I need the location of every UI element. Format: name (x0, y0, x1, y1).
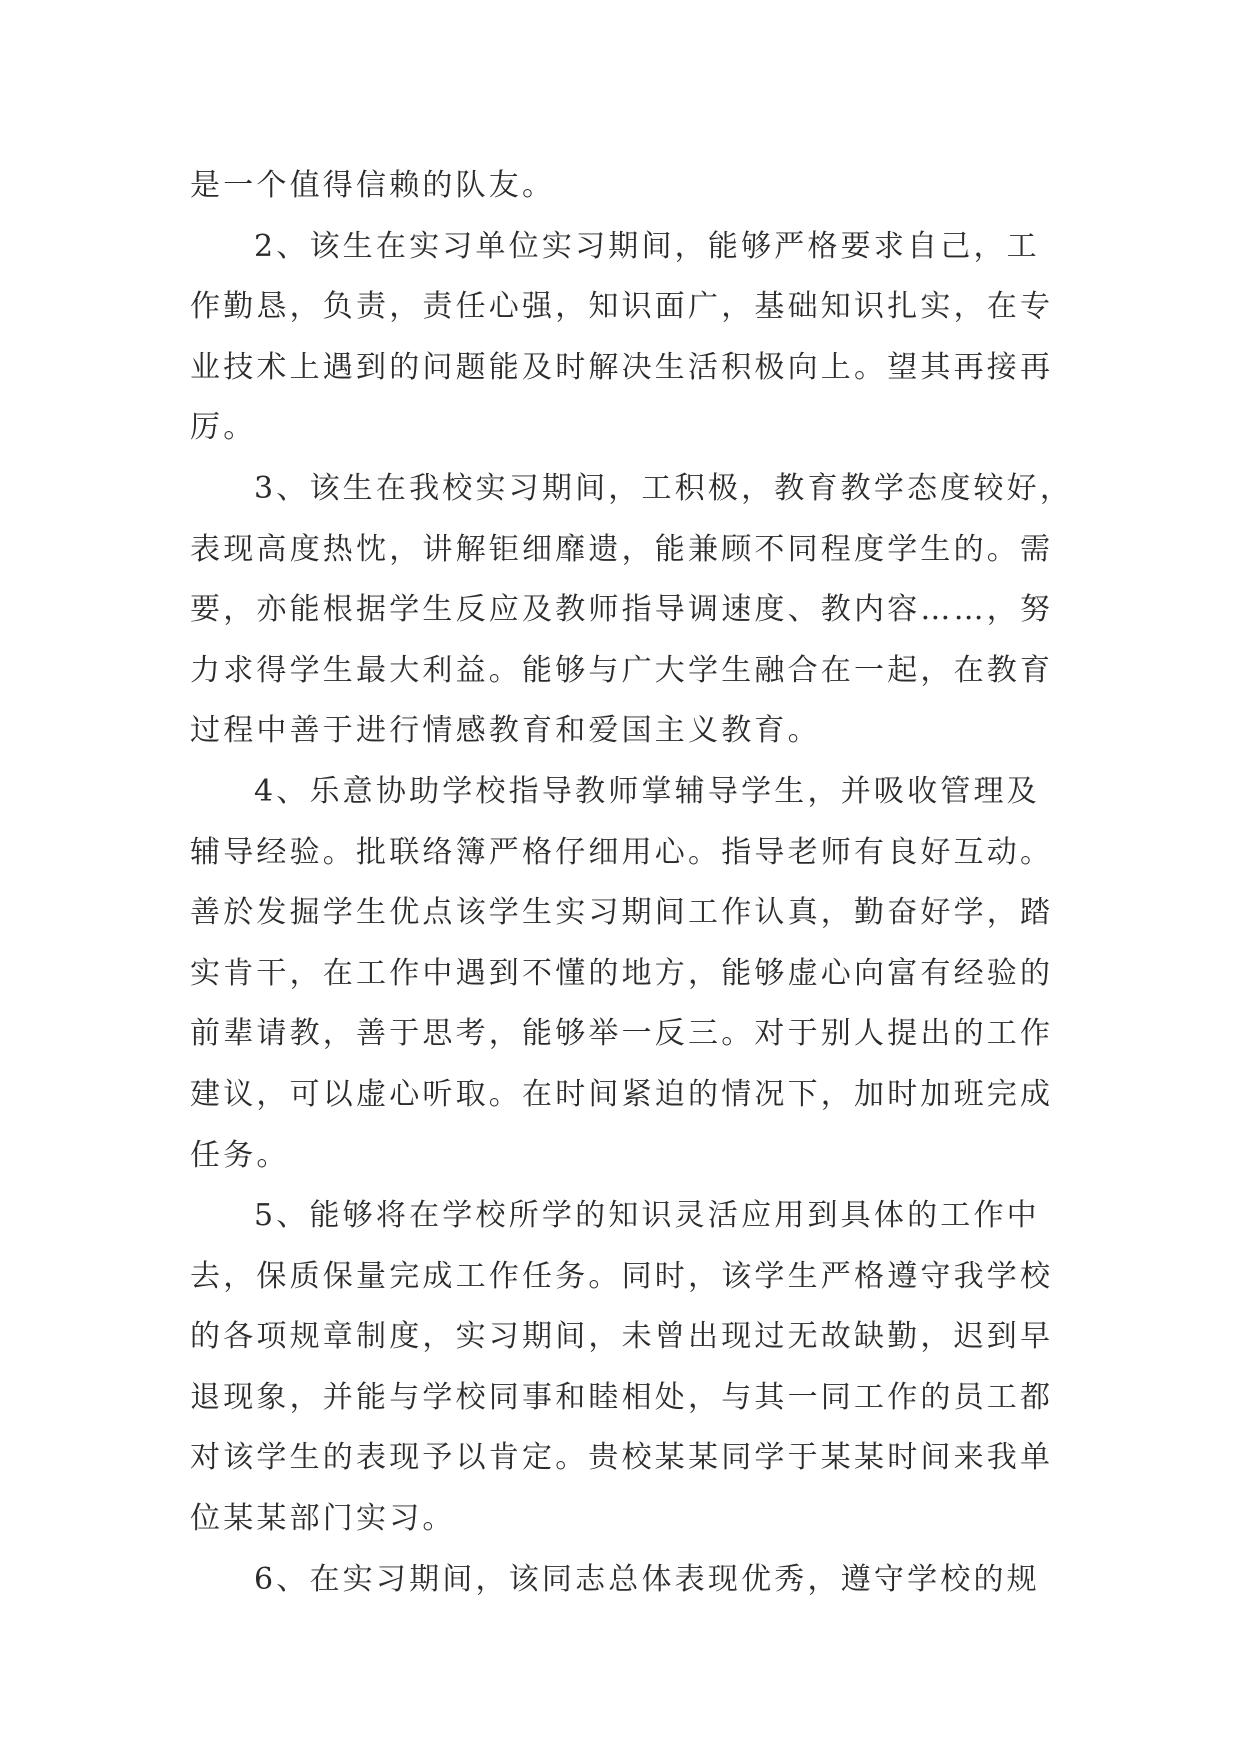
text-line: 是一个值得信赖的队友。 (190, 168, 556, 203)
text-line: 业技术上遇到的问题能及时解决生活积极向上。望其再接再 (190, 349, 1054, 385)
paragraph-6 (190, 1550, 1050, 1611)
text-line: 作勤恳，负责，责任心强，知识面广，基础知识扎实，在专 (190, 289, 1054, 325)
text-line: 前辈请教，善于思考，能够举一反三。对于别人提出的工作 (190, 1016, 1054, 1052)
text-line: 建议，可以虚心听取。在时间紧迫的情况下，加时加班完成 (190, 1076, 1054, 1112)
text-line: 6、在实习期间，该同志总体表现优秀，遵守学校的规 (254, 1561, 1040, 1597)
text-line: 厉。 (190, 410, 257, 446)
text-line: 表现高度热忱，讲解钜细靡遗，能兼顾不同程度学生的。需 (190, 531, 1054, 567)
paragraph-4 (190, 762, 1054, 1186)
text-line: 的各项规章制度，实习期间，未曾出现过无故缺勤，迟到早 (190, 1319, 1054, 1355)
text-line: 位某某部门实习。 (190, 1501, 456, 1537)
text-line: 2、该生在实习单位实习期间，能够严格要求自己，工 (254, 228, 1040, 264)
text-line: 要，亦能根据学生反应及教师指导调速度、教内容……，努 (190, 592, 1054, 628)
text-line: 去，保质保量完成工作任务。同时，该学生严格遵守我学校 (190, 1258, 1054, 1294)
text-line: 5、能够将在学校所学的知识灵活应用到具体的工作中 (254, 1198, 1040, 1234)
text-line: 过程中善于进行情感教育和爱国主义教育。 (190, 713, 821, 749)
paragraph-1 (190, 156, 1050, 217)
paragraph-5 (190, 1186, 1054, 1550)
text-line: 任务。 (190, 1137, 290, 1173)
text-line: 3、该生在我校实习期间，工积极，教育教学态度较好， (254, 470, 1074, 506)
document-body (190, 156, 1074, 1610)
paragraph-3 (190, 459, 1074, 762)
text-line: 对该学生的表现予以肯定。贵校某某同学于某某时间来我单 (190, 1440, 1054, 1476)
text-line: 善於发掘学生优点该学生实习期间工作认真，勤奋好学，踏 (190, 895, 1054, 931)
text-line: 退现象，并能与学校同事和睦相处，与其一同工作的员工都 (190, 1379, 1054, 1415)
text-line: 4、乐意协助学校指导教师掌辅导学生，并吸收管理及 (254, 773, 1040, 809)
text-line: 实肯干，在工作中遇到不懂的地方，能够虚心向富有经验的 (190, 955, 1054, 991)
text-line: 力求得学生最大利益。能够与广大学生融合在一起，在教育 (190, 652, 1054, 688)
text-line: 辅导经验。批联络簿严格仔细用心。指导老师有良好互动。 (190, 834, 1054, 870)
paragraph-2 (190, 217, 1054, 459)
